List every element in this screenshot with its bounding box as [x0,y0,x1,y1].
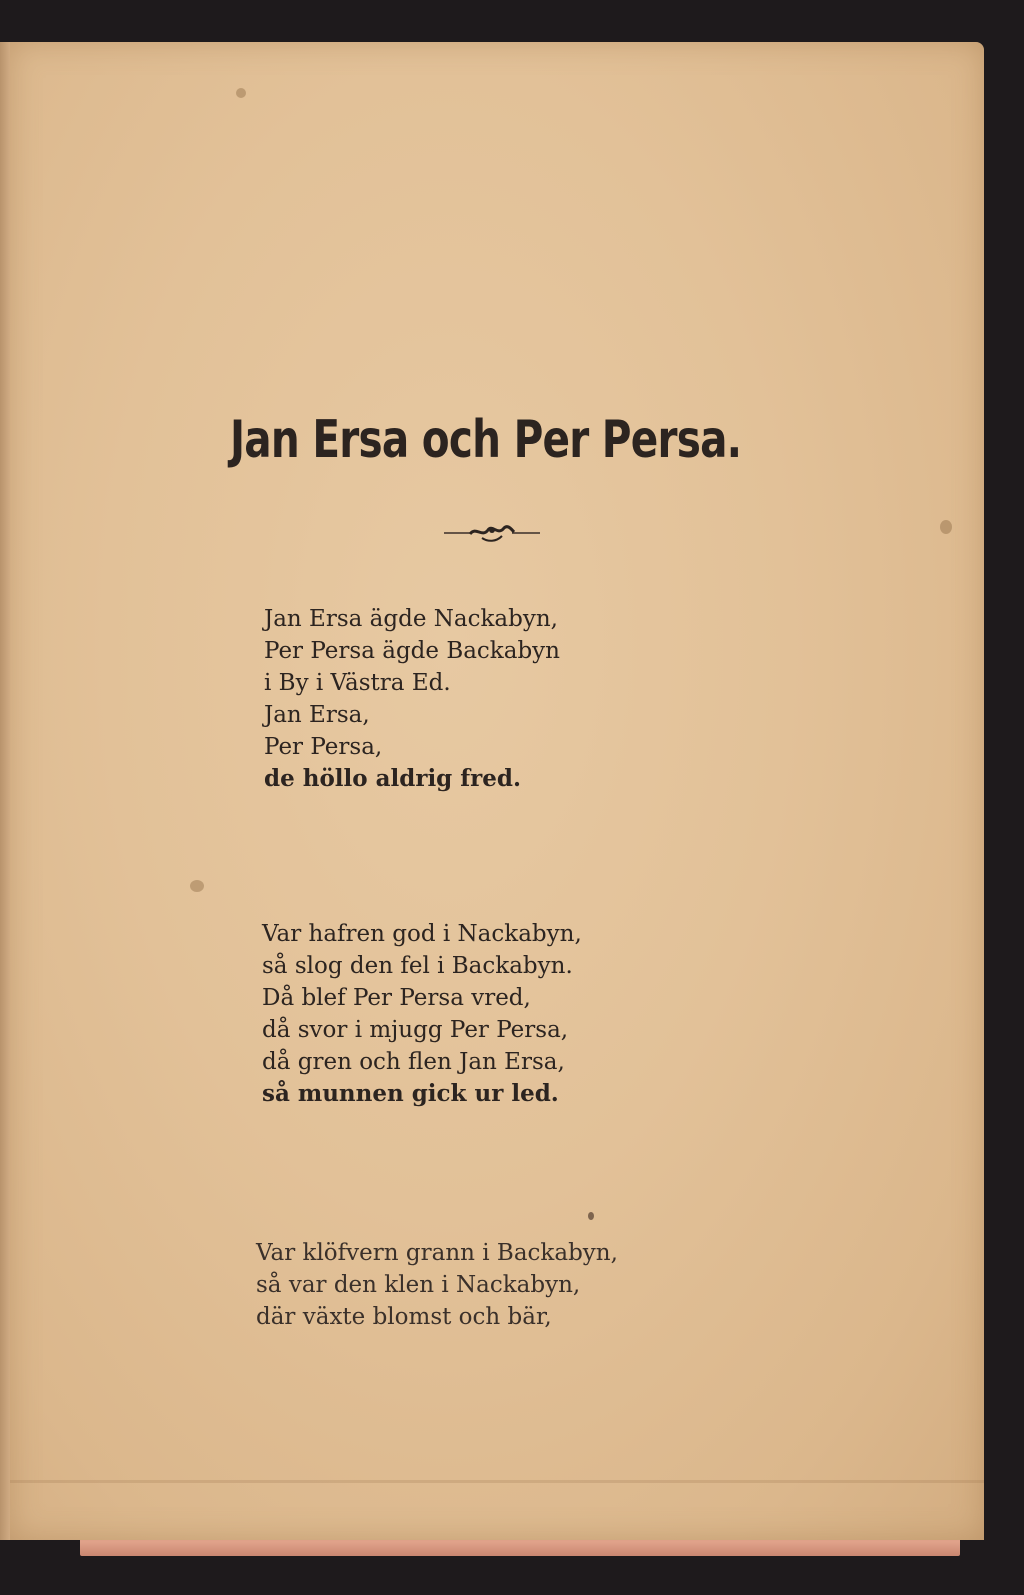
stanza-1 [264,603,560,795]
verse-line: Per Persa ägde Backabyn [264,638,560,664]
paper-speck [236,88,246,98]
flourish-ornament-icon [442,516,542,546]
poem-title: Jan Ersa och Per Persa. [230,410,742,470]
verse-line: Var klöfvern grann i Backabyn, [256,1240,618,1266]
verse-line: i By i Västra Ed. [264,670,451,696]
verse-line: där växte blomst och bär, [256,1304,552,1330]
paper-speck [588,1212,594,1220]
paper-speck [190,880,204,892]
verse-line: så munnen gick ur led. [262,1080,559,1107]
verse-line: så slog den fel i Backabyn. [262,953,573,979]
verse-line: Jan Ersa, [264,702,370,728]
stanza-3 [256,1237,618,1333]
stanza-2 [262,918,582,1110]
verse-line: Jan Ersa ägde Nackabyn, [264,606,558,632]
verse-line: då gren och flen Jan Ersa, [262,1049,565,1075]
page-fold-line [10,1480,984,1483]
verse-line: de höllo aldrig fred. [264,765,522,792]
paper-speck [940,520,952,534]
verse-line: Per Persa, [264,734,383,760]
verse-line: Då blef Per Persa vred, [262,985,531,1011]
verse-line: Var hafren god i Nackabyn, [262,921,582,947]
verse-line: så var den klen i Nackabyn, [256,1272,581,1298]
verse-line: då svor i mjugg Per Persa, [262,1017,569,1043]
